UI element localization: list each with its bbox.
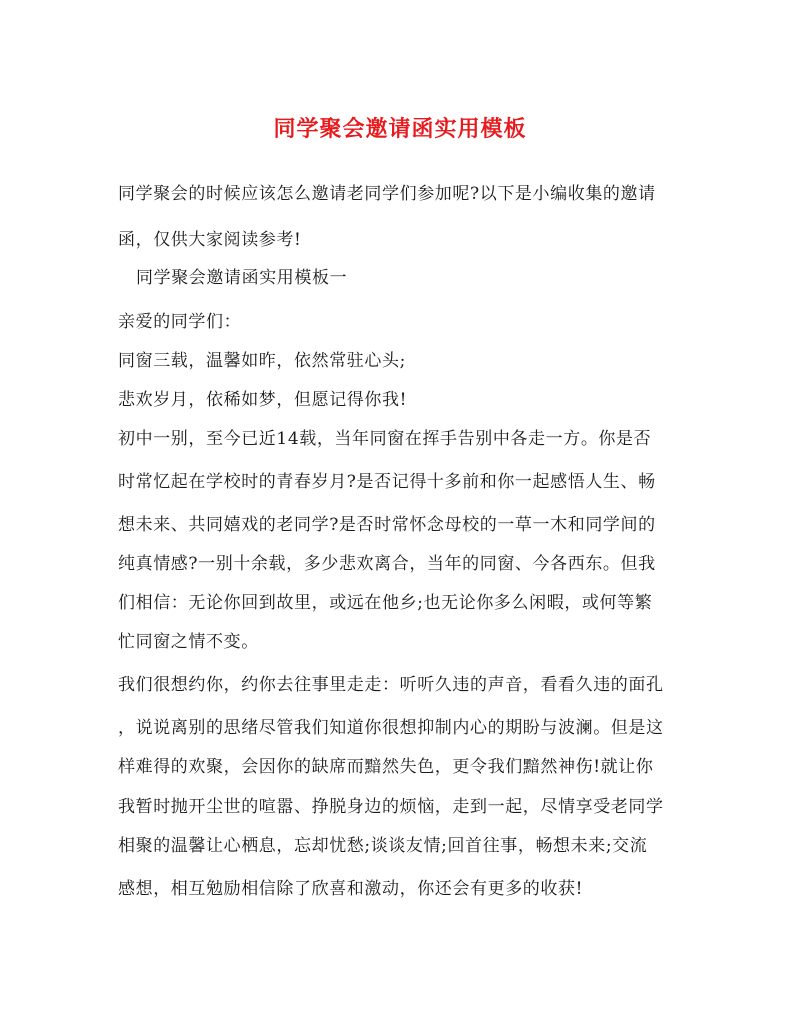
document-title: 同学聚会邀请函实用模板 xyxy=(273,116,527,142)
body-line-14: 感想，相互勉励相信除了欣喜和激动，你还会有更多的收获! xyxy=(118,879,584,899)
body-line-11: 样难得的欢聚，会因你的缺席而黯然失色，更令我们黯然神伤!就让你 xyxy=(118,757,654,777)
body-line-5: 想未来、共同嬉戏的老同学?是否时常怀念母校的一草一木和同学间的 xyxy=(118,515,656,535)
body-line-10: ，说说离别的思绪尽管我们知道你很想抑制内心的期盼与波澜。但是这 xyxy=(118,718,664,738)
body-line-13: 相聚的温馨让心栖息，忘却忧愁;谈谈友情;回首往事，畅想未来;交流 xyxy=(118,836,648,856)
salutation: 亲爱的同学们： xyxy=(118,312,242,332)
body-line-3: 初中一别，至今已近14载，当年同窗在挥手告别中各走一方。你是否 xyxy=(118,429,652,449)
body-line-6: 纯真情感?一别十余载，多少悲欢离合，当年的同窗、今各西东。但我 xyxy=(118,554,656,574)
body-line-1: 同窗三载，温馨如昨，依然常驻心头; xyxy=(118,351,406,371)
intro-line-2: 函，仅供大家阅读参考! xyxy=(118,230,302,250)
body-line-2: 悲欢岁月，依稀如梦，但愿记得你我! xyxy=(118,390,408,410)
intro-line-1: 同学聚会的时候应该怎么邀请老同学们参加呢?以下是小编收集的邀请 xyxy=(118,184,656,204)
body-line-8: 忙同窗之情不变。 xyxy=(118,632,259,652)
section-heading: 同学聚会邀请函实用模板一 xyxy=(136,268,348,288)
body-line-7: 们相信：无论你回到故里，或远在他乡;也无论你多么闲暇，或何等繁 xyxy=(118,593,653,613)
body-line-9: 我们很想约你，约你去往事里走走：听听久违的声音，看看久违的面孔 xyxy=(118,675,664,695)
body-line-4: 时常忆起在学校时的青春岁月?是否记得十多前和你一起感悟人生、畅 xyxy=(118,472,656,492)
body-line-12: 我暂时抛开尘世的喧嚣、挣脱身边的烦恼，走到一起，尽情享受老同学 xyxy=(118,797,664,817)
